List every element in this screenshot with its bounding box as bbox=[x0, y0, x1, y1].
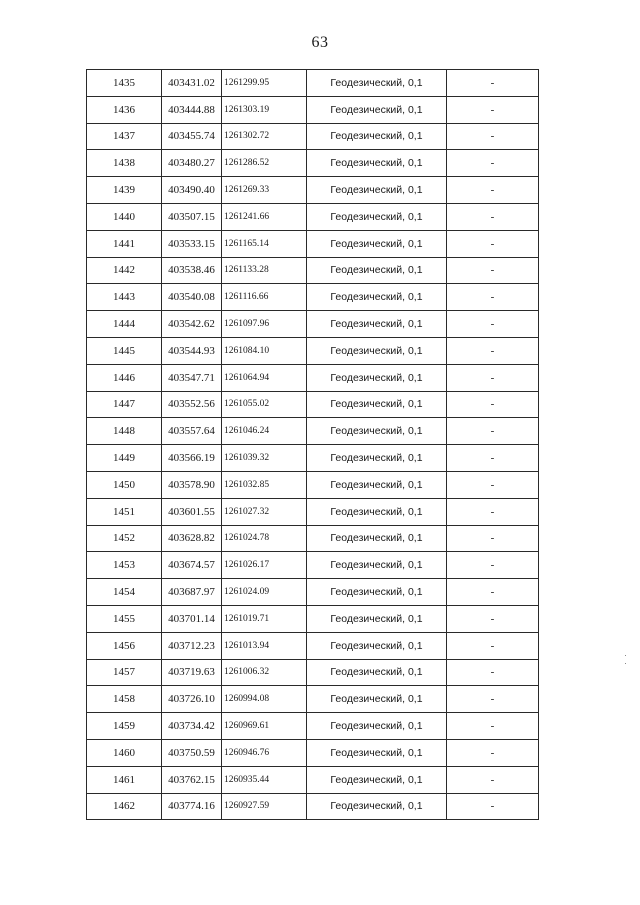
table-row bbox=[87, 445, 539, 472]
point-number-cell: 1459 bbox=[87, 713, 162, 740]
table-row bbox=[87, 605, 539, 632]
table-row bbox=[87, 418, 539, 445]
point-number-cell: 1461 bbox=[87, 766, 162, 793]
table-row bbox=[87, 552, 539, 579]
note-cell: - bbox=[447, 739, 539, 766]
x-coordinate-cell: 403544.93 bbox=[162, 337, 222, 364]
x-coordinate-cell: 403547.71 bbox=[162, 364, 222, 391]
y-coordinate-cell: 1260994.08 bbox=[222, 686, 307, 713]
method-accuracy-cell: Геодезический, 0,1 bbox=[307, 284, 447, 311]
note-cell: - bbox=[447, 659, 539, 686]
x-coordinate-cell: 403601.55 bbox=[162, 498, 222, 525]
note-cell: - bbox=[447, 364, 539, 391]
note-cell: - bbox=[447, 391, 539, 418]
method-accuracy-cell: Геодезический, 0,1 bbox=[307, 445, 447, 472]
page-number: 63 bbox=[311, 34, 329, 51]
point-number-cell: 1438 bbox=[87, 150, 162, 177]
table-row bbox=[87, 766, 539, 793]
point-number-cell: 1452 bbox=[87, 525, 162, 552]
note-cell: - bbox=[447, 150, 539, 177]
method-accuracy-cell: Геодезический, 0,1 bbox=[307, 418, 447, 445]
point-number-cell: 1450 bbox=[87, 471, 162, 498]
method-accuracy-cell: Геодезический, 0,1 bbox=[307, 579, 447, 606]
method-accuracy-cell: Геодезический, 0,1 bbox=[307, 311, 447, 338]
x-coordinate-cell: 403712.23 bbox=[162, 632, 222, 659]
method-accuracy-cell: Геодезический, 0,1 bbox=[307, 686, 447, 713]
x-coordinate-cell: 403578.90 bbox=[162, 471, 222, 498]
scan-speck bbox=[625, 655, 626, 656]
note-cell: - bbox=[447, 498, 539, 525]
point-number-cell: 1436 bbox=[87, 96, 162, 123]
table-row bbox=[87, 337, 539, 364]
y-coordinate-cell: 1261286.52 bbox=[222, 150, 307, 177]
table-row bbox=[87, 686, 539, 713]
x-coordinate-cell: 403552.56 bbox=[162, 391, 222, 418]
table-row bbox=[87, 793, 539, 820]
table-row bbox=[87, 150, 539, 177]
x-coordinate-cell: 403431.02 bbox=[162, 70, 222, 97]
x-coordinate-cell: 403566.19 bbox=[162, 445, 222, 472]
y-coordinate-cell: 1261055.02 bbox=[222, 391, 307, 418]
note-cell: - bbox=[447, 123, 539, 150]
method-accuracy-cell: Геодезический, 0,1 bbox=[307, 605, 447, 632]
point-number-cell: 1444 bbox=[87, 311, 162, 338]
point-number-cell: 1449 bbox=[87, 445, 162, 472]
y-coordinate-cell: 1261165.14 bbox=[222, 230, 307, 257]
point-number-cell: 1435 bbox=[87, 70, 162, 97]
point-number-cell: 1437 bbox=[87, 123, 162, 150]
method-accuracy-cell: Геодезический, 0,1 bbox=[307, 177, 447, 204]
table-row bbox=[87, 203, 539, 230]
table-row bbox=[87, 364, 539, 391]
note-cell: - bbox=[447, 445, 539, 472]
y-coordinate-cell: 1260927.59 bbox=[222, 793, 307, 820]
coordinates-table-body bbox=[87, 70, 539, 820]
x-coordinate-cell: 403542.62 bbox=[162, 311, 222, 338]
point-number-cell: 1442 bbox=[87, 257, 162, 284]
point-number-cell: 1451 bbox=[87, 498, 162, 525]
table-row bbox=[87, 123, 539, 150]
x-coordinate-cell: 403444.88 bbox=[162, 96, 222, 123]
x-coordinate-cell: 403628.82 bbox=[162, 525, 222, 552]
method-accuracy-cell: Геодезический, 0,1 bbox=[307, 257, 447, 284]
y-coordinate-cell: 1261046.24 bbox=[222, 418, 307, 445]
note-cell: - bbox=[447, 203, 539, 230]
point-number-cell: 1456 bbox=[87, 632, 162, 659]
point-number-cell: 1448 bbox=[87, 418, 162, 445]
y-coordinate-cell: 1261302.72 bbox=[222, 123, 307, 150]
x-coordinate-cell: 403701.14 bbox=[162, 605, 222, 632]
table-row bbox=[87, 311, 539, 338]
note-cell: - bbox=[447, 284, 539, 311]
method-accuracy-cell: Геодезический, 0,1 bbox=[307, 337, 447, 364]
note-cell: - bbox=[447, 713, 539, 740]
table-row bbox=[87, 525, 539, 552]
x-coordinate-cell: 403533.15 bbox=[162, 230, 222, 257]
y-coordinate-cell: 1261026.17 bbox=[222, 552, 307, 579]
method-accuracy-cell: Геодезический, 0,1 bbox=[307, 150, 447, 177]
table-row bbox=[87, 177, 539, 204]
note-cell: - bbox=[447, 552, 539, 579]
point-number-cell: 1443 bbox=[87, 284, 162, 311]
method-accuracy-cell: Геодезический, 0,1 bbox=[307, 739, 447, 766]
method-accuracy-cell: Геодезический, 0,1 bbox=[307, 471, 447, 498]
y-coordinate-cell: 1261133.28 bbox=[222, 257, 307, 284]
method-accuracy-cell: Геодезический, 0,1 bbox=[307, 70, 447, 97]
point-number-cell: 1454 bbox=[87, 579, 162, 606]
point-number-cell: 1441 bbox=[87, 230, 162, 257]
scan-speck bbox=[625, 663, 626, 664]
y-coordinate-cell: 1261084.10 bbox=[222, 337, 307, 364]
y-coordinate-cell: 1261024.78 bbox=[222, 525, 307, 552]
table-row bbox=[87, 739, 539, 766]
point-number-cell: 1458 bbox=[87, 686, 162, 713]
y-coordinate-cell: 1261241.66 bbox=[222, 203, 307, 230]
point-number-cell: 1447 bbox=[87, 391, 162, 418]
table-row bbox=[87, 632, 539, 659]
point-number-cell: 1455 bbox=[87, 605, 162, 632]
y-coordinate-cell: 1261027.32 bbox=[222, 498, 307, 525]
x-coordinate-cell: 403557.64 bbox=[162, 418, 222, 445]
point-number-cell: 1453 bbox=[87, 552, 162, 579]
method-accuracy-cell: Геодезический, 0,1 bbox=[307, 230, 447, 257]
y-coordinate-cell: 1261006.32 bbox=[222, 659, 307, 686]
note-cell: - bbox=[447, 70, 539, 97]
method-accuracy-cell: Геодезический, 0,1 bbox=[307, 632, 447, 659]
table-row bbox=[87, 498, 539, 525]
y-coordinate-cell: 1261269.33 bbox=[222, 177, 307, 204]
note-cell: - bbox=[447, 337, 539, 364]
method-accuracy-cell: Геодезический, 0,1 bbox=[307, 766, 447, 793]
y-coordinate-cell: 1261064.94 bbox=[222, 364, 307, 391]
method-accuracy-cell: Геодезический, 0,1 bbox=[307, 364, 447, 391]
y-coordinate-cell: 1260935.44 bbox=[222, 766, 307, 793]
y-coordinate-cell: 1261299.95 bbox=[222, 70, 307, 97]
method-accuracy-cell: Геодезический, 0,1 bbox=[307, 203, 447, 230]
point-number-cell: 1445 bbox=[87, 337, 162, 364]
note-cell: - bbox=[447, 579, 539, 606]
note-cell: - bbox=[447, 471, 539, 498]
table-row bbox=[87, 284, 539, 311]
x-coordinate-cell: 403719.63 bbox=[162, 659, 222, 686]
x-coordinate-cell: 403507.15 bbox=[162, 203, 222, 230]
y-coordinate-cell: 1260946.76 bbox=[222, 739, 307, 766]
note-cell: - bbox=[447, 766, 539, 793]
method-accuracy-cell: Геодезический, 0,1 bbox=[307, 96, 447, 123]
x-coordinate-cell: 403540.08 bbox=[162, 284, 222, 311]
x-coordinate-cell: 403762.15 bbox=[162, 766, 222, 793]
note-cell: - bbox=[447, 686, 539, 713]
note-cell: - bbox=[447, 525, 539, 552]
y-coordinate-cell: 1260969.61 bbox=[222, 713, 307, 740]
y-coordinate-cell: 1261303.19 bbox=[222, 96, 307, 123]
method-accuracy-cell: Геодезический, 0,1 bbox=[307, 552, 447, 579]
point-number-cell: 1440 bbox=[87, 203, 162, 230]
table-row bbox=[87, 471, 539, 498]
note-cell: - bbox=[447, 96, 539, 123]
coordinates-table bbox=[86, 69, 539, 820]
x-coordinate-cell: 403687.97 bbox=[162, 579, 222, 606]
note-cell: - bbox=[447, 605, 539, 632]
table-row bbox=[87, 230, 539, 257]
method-accuracy-cell: Геодезический, 0,1 bbox=[307, 525, 447, 552]
point-number-cell: 1460 bbox=[87, 739, 162, 766]
y-coordinate-cell: 1261032.85 bbox=[222, 471, 307, 498]
note-cell: - bbox=[447, 418, 539, 445]
y-coordinate-cell: 1261013.94 bbox=[222, 632, 307, 659]
table-row bbox=[87, 96, 539, 123]
y-coordinate-cell: 1261019.71 bbox=[222, 605, 307, 632]
y-coordinate-cell: 1261039.32 bbox=[222, 445, 307, 472]
x-coordinate-cell: 403674.57 bbox=[162, 552, 222, 579]
method-accuracy-cell: Геодезический, 0,1 bbox=[307, 498, 447, 525]
point-number-cell: 1446 bbox=[87, 364, 162, 391]
x-coordinate-cell: 403726.10 bbox=[162, 686, 222, 713]
method-accuracy-cell: Геодезический, 0,1 bbox=[307, 123, 447, 150]
table-row bbox=[87, 70, 539, 97]
x-coordinate-cell: 403750.59 bbox=[162, 739, 222, 766]
method-accuracy-cell: Геодезический, 0,1 bbox=[307, 391, 447, 418]
note-cell: - bbox=[447, 230, 539, 257]
note-cell: - bbox=[447, 793, 539, 820]
note-cell: - bbox=[447, 257, 539, 284]
table-row bbox=[87, 713, 539, 740]
y-coordinate-cell: 1261116.66 bbox=[222, 284, 307, 311]
y-coordinate-cell: 1261097.96 bbox=[222, 311, 307, 338]
x-coordinate-cell: 403490.40 bbox=[162, 177, 222, 204]
method-accuracy-cell: Геодезический, 0,1 bbox=[307, 713, 447, 740]
point-number-cell: 1439 bbox=[87, 177, 162, 204]
x-coordinate-cell: 403538.46 bbox=[162, 257, 222, 284]
x-coordinate-cell: 403774.16 bbox=[162, 793, 222, 820]
method-accuracy-cell: Геодезический, 0,1 bbox=[307, 659, 447, 686]
table-row bbox=[87, 579, 539, 606]
note-cell: - bbox=[447, 311, 539, 338]
note-cell: - bbox=[447, 177, 539, 204]
x-coordinate-cell: 403734.42 bbox=[162, 713, 222, 740]
note-cell: - bbox=[447, 632, 539, 659]
point-number-cell: 1462 bbox=[87, 793, 162, 820]
table-row bbox=[87, 391, 539, 418]
method-accuracy-cell: Геодезический, 0,1 bbox=[307, 793, 447, 820]
x-coordinate-cell: 403480.27 bbox=[162, 150, 222, 177]
table-row bbox=[87, 257, 539, 284]
x-coordinate-cell: 403455.74 bbox=[162, 123, 222, 150]
y-coordinate-cell: 1261024.09 bbox=[222, 579, 307, 606]
table-row bbox=[87, 659, 539, 686]
point-number-cell: 1457 bbox=[87, 659, 162, 686]
